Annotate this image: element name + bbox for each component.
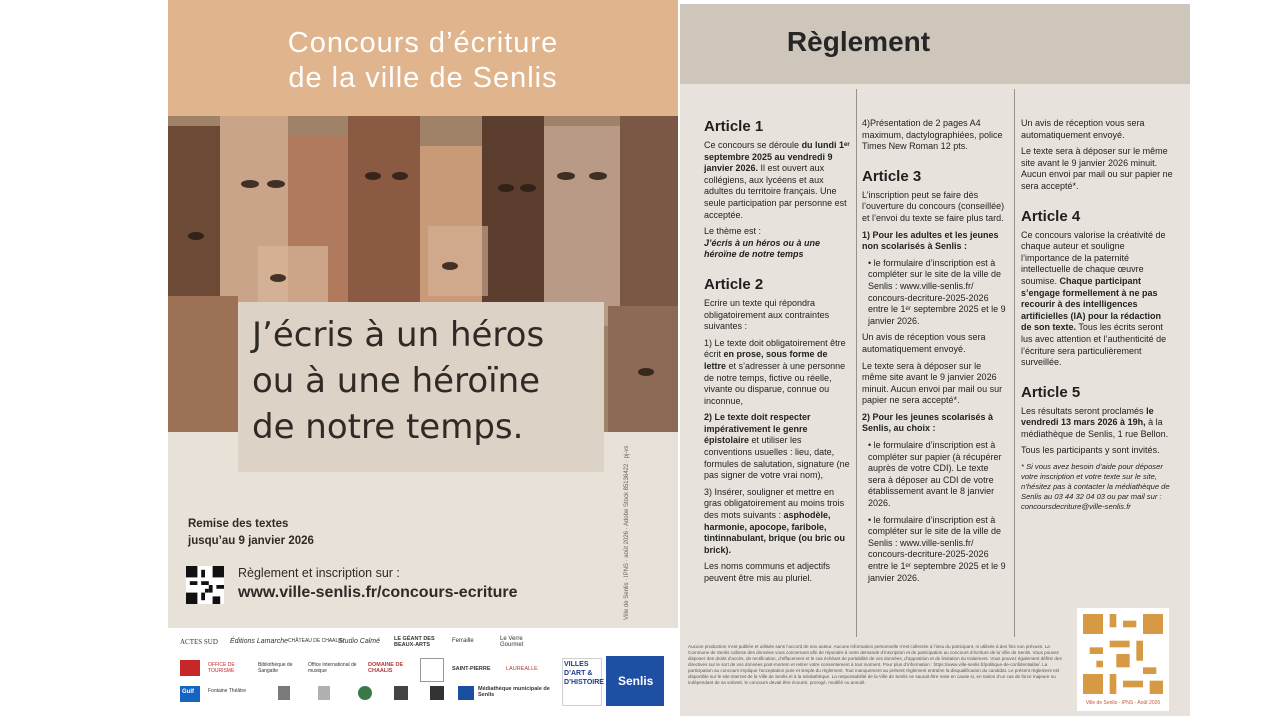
article4-text — [1021, 230, 1173, 369]
article1-text-b: Il est ouvert aux collégiens, aux lycéens et aux adultes du territoire français. Une seule participation par personne est acceptée. — [704, 163, 847, 220]
article4-title: Article 4 — [1021, 207, 1081, 225]
logo-studio: Studio Calmé — [338, 638, 381, 645]
article2-point2 — [704, 412, 850, 482]
article3-title: Article 3 — [862, 167, 922, 185]
article1-text-a: Ce concours se déroule — [704, 140, 802, 150]
logo-villes-art: VILLES D’ART & D’HISTOIRE — [564, 661, 604, 686]
article2-point2-b: et utiliser les conventions usuelles : lieu, date, formules de salutation, signature (ne pas signer de votre vrai nom), — [704, 435, 850, 481]
article2-note: Les noms communs et adjectifs peuvent être mis au pluriel. — [704, 561, 831, 583]
column-divider-1 — [856, 89, 857, 637]
article4-text-b: Tous les écrits seront lus avec attention et l’authenticité de l’écriture sera particulièrement surveillée. — [1021, 322, 1167, 368]
quote-line1: J’écris à un héros — [252, 315, 545, 355]
logo-red-block — [180, 660, 200, 676]
logo-geant: LE GÉANT DES BEAUX-ARTS — [394, 636, 435, 648]
article1-theme-label: Le thème est : — [704, 226, 762, 237]
logo-senlis: Senlis — [618, 674, 654, 688]
article4-text-a: Ce concours valorise la créativité de chaque auteur et souligne l’importance de la paternité intellectuelle de chaque œuvre soumise. — [1021, 229, 1166, 286]
poster — [168, 0, 678, 720]
article3-heading2: 2) Pour les jeunes scolarisés à Senlis, au choix : — [862, 411, 994, 434]
article5-invite: Tous les participants y sont invités. — [1021, 445, 1160, 456]
article2-point3 — [704, 487, 850, 557]
article2-point3-b: asphodèle, harmonie, apocope, faribole, tintinnabulant, brique (ou bric ou brick). — [704, 510, 845, 555]
logo-small-2 — [318, 686, 330, 700]
column-divider-2 — [1014, 89, 1015, 637]
logo-small-1 — [278, 686, 290, 700]
logo-small-4 — [394, 686, 408, 700]
logo-emblem — [420, 658, 444, 682]
article1-text — [704, 140, 850, 221]
qr-code-large[interactable] — [1083, 614, 1163, 694]
article5-title: Article 5 — [1021, 383, 1081, 401]
article3-bullet1-receipt: Un avis de réception vous sera automatiquement envoyé. — [862, 332, 986, 354]
article2-point1-b: en prose, sous forme de lettre — [704, 349, 828, 371]
quote-line2: ou à une héroïne — [252, 361, 541, 401]
deadline-text — [188, 516, 314, 550]
article3-intro: L’inscription peut se faire dès l’ouverture du concours (conseillée) et l’envoi du texte se faire plus tard. — [862, 189, 1005, 223]
article4-ai-clause: Chaque participant s’engage formellement à ne pas recourir à des intelligences artificielles (IA) pour la rédaction de son texte. — [1021, 275, 1162, 333]
article5-date: le vendredi 13 mars 2026 à 19h, — [1021, 405, 1154, 428]
poster-title — [168, 26, 678, 96]
logo-mediatheque-block — [458, 686, 474, 700]
article1-dates: du lundi 1ᵉʳ septembre 2025 au vendredi 9 janvier 2026. — [704, 140, 850, 174]
rules-sheet — [680, 4, 1190, 716]
logo-editions: Éditions Lamarche — [230, 638, 288, 645]
logo-verre: Le Verre Gourmet — [500, 636, 524, 648]
logo-gulf: Gulf — [182, 689, 194, 695]
register-label: Règlement et inscription sur : — [238, 566, 400, 580]
logo-office-tourisme: OFFICE DE TOURISME — [208, 662, 235, 674]
qr-code-small[interactable] — [186, 566, 224, 604]
logo-domaine: DOMAINE DE CHAALIS — [368, 662, 404, 674]
poster-title-line1: Concours d’écriture — [287, 27, 559, 59]
article3-heading1: 1) Pour les adultes et les jeunes non scolarisés à Senlis : — [862, 229, 999, 252]
article2-point1-c: et s’adresser à une personne de notre temps, fictive ou réelle, vivante ou disparue, connue ou inconnue, — [704, 360, 846, 406]
poster-title-line2: de la ville de Senlis — [288, 62, 558, 94]
article2-point1 — [704, 338, 850, 408]
article1-theme: J’écris à un héros ou à une héroïne de notre temps — [704, 237, 821, 260]
deadline-line2: jusqu’au 9 janvier 2026 — [188, 535, 314, 547]
article2-point1-a: 1) Le texte doit obligatoirement être écrit — [704, 337, 846, 360]
article2-intro: Ecrire un texte qui répondra obligatoirement aux contraintes suivantes : — [704, 297, 830, 332]
qr-code-large-frame — [1077, 608, 1169, 711]
quote-line3: de notre temps. — [252, 407, 524, 447]
logo-small-5 — [430, 686, 444, 700]
logo-small-3 — [358, 686, 372, 700]
rules-column-2 — [862, 118, 1006, 589]
deadline-line1: Remise des textes — [188, 518, 289, 530]
logo-saint-pierre: SAINT-PIERRE — [452, 666, 491, 672]
article2-point2-a: 2) Le texte doit respecter impérativement le genre épistolaire — [704, 412, 811, 446]
help-note: * Si vous avez besoin d’aide pour déposer votre inscription et votre texte sur le site, n’hésitez pas à contacter la médiathèque de Senlis au 03 44 32 04 03 ou par mail sur : concoursdecriture@ville-senlis.fr — [1021, 462, 1170, 512]
rules-column-3 — [1021, 118, 1173, 517]
article2-point3-a: 3) Insérer, souligner et mettre en gras obligatoirement au moins trois des mots suivants : — [704, 486, 845, 521]
article3-bullet3: • le formulaire d’inscription est à compléter sur le site de la ville de Senlis : www.ville-senlis.fr/ concours-decriture-2025-2026 entre le 1ᵉʳ septembre 2025 et le 9 janvier 2026. — [868, 514, 1006, 583]
logo-bibliotheque: Bibliothèque de Sangatte — [258, 662, 293, 674]
logo-office-musique: Office international de musique — [308, 662, 357, 674]
logo-ferraille: Ferraille — [452, 638, 474, 644]
article3-cont-deposit: Le texte sera à déposer sur le même site avant le 9 janvier 2026 minuit. Aucun envoi par mail ou sur papier ne sera accepté*. — [1021, 146, 1173, 191]
article3-bullet1-deposit: Le texte sera à déposer sur le même site avant le 9 janvier 2026 minuit. Aucun envoi par mail ou sur papier ne sera accepté*. — [862, 360, 1003, 406]
article1-title: Article 1 — [704, 118, 764, 135]
logo-mediatheque: Médiathèque municipale de Senlis — [478, 686, 550, 698]
article5-text-a: Les résultats seront proclamés — [1021, 405, 1147, 416]
rules-column-1 — [704, 118, 850, 590]
logo-actes-sud: ACTES SUD — [180, 638, 218, 646]
poster-quote — [252, 312, 612, 450]
logo-fontaine: Fontaine Théâtre — [208, 688, 246, 694]
article5-text-b: à la médiathèque de Senlis, 1 rue Bellon. — [1021, 417, 1169, 439]
article3-bullet1: • le formulaire d’inscription est à compléter sur le site de la ville de Senlis : www.ville-senlis.fr/ concours-decriture-2025-2026 entre le 1ᵉʳ septembre 2025 et le 9 janvier 2026. — [868, 257, 1006, 326]
article2-point4: 4)Présentation de 2 pages A4 maximum, dactylographiées, police Times New Roman 12 pts. — [862, 118, 1003, 152]
partner-logos — [168, 628, 678, 720]
article3-bullet2: • le formulaire d’inscription est à compléter sur papier (à récupérer auprès de votre CDI). Le texte sera à déposer au CDI de votre établissement avant le 8 janvier 2026. — [868, 440, 1002, 509]
logo-chateau: CHÂTEAU DE CHAALIS — [288, 638, 344, 644]
register-url[interactable]: www.ville-senlis.fr/concours-ecriture — [238, 584, 518, 601]
rules-title: Règlement — [786, 26, 931, 57]
qr-caption: Ville de Senlis - IPNS - Août 2026 — [1085, 700, 1161, 706]
legal-notice: Aucune production n’est publiée et utilisée sans l’accord de son auteur. Aucune information personnelle n’est collectée à l’insu du participant, ni utilisée à des fins non prévues. La Commune de Senlis collecte des données vous concernant afin de répondre à votre demande d’inscription et de participation au concours d’écriture de la Ville de Senlis. Vous pouvez disposer des droits d’accès, de rectification, d’effacement et le cas échéant de portabilité de vos données, d’opposition et de limitation du traitement. Vous pouvez également définir des directives sur le sort de vos données post-mortem et retirer votre consentement à tout moment. Pour plus d’information : https://www.ville-senlis.fr/politique-de-confidentialite/. La participation au concours implique l’acceptation pure et simple du règlement. Tout manquement au présent règlement entraîne la disqualification du candidat. Le présent règlement est disponible sur le site internet de la Ville de Senlis et à la médiathèque. La responsabilité de la Ville de Senlis ne saurait être mise en cause si, en raison d’un cas de force majeure ou indépendant de sa volonté, le concours devait être écourté, prorogé, modifié ou annulé. — [688, 644, 1062, 685]
article2-title: Article 2 — [704, 275, 764, 293]
article3-cont-receipt: Un avis de réception vous sera automatiquement envoyé. — [1021, 118, 1145, 140]
article5-text — [1021, 406, 1173, 441]
logo-laurealle: LAUREALLE — [506, 666, 538, 672]
vertical-credit: Ville de Senlis · IPNS · août 2026 · Adobe Stock 85136422 · pj-vs — [624, 445, 630, 620]
